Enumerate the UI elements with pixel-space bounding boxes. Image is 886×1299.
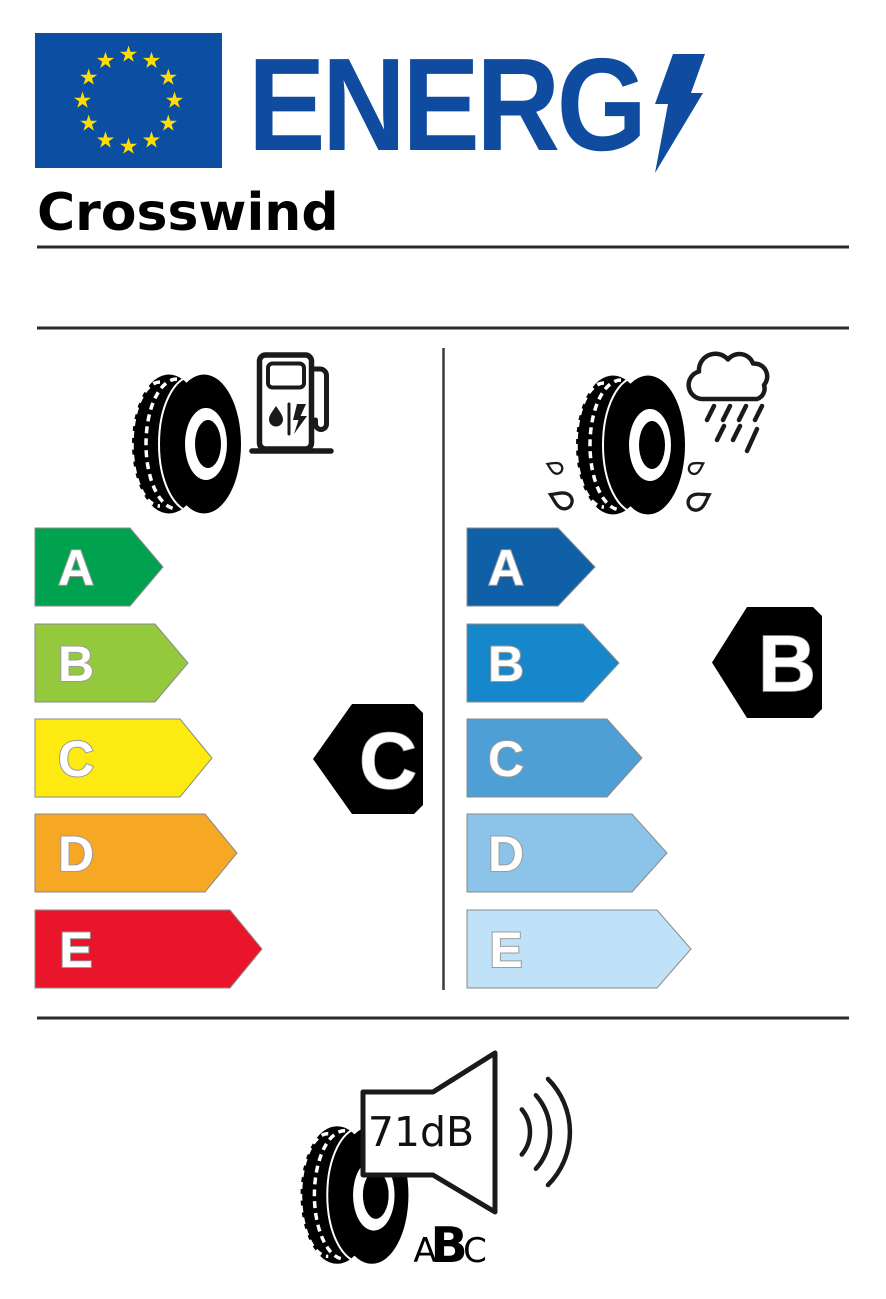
wet-grip-rating-letter: B: [758, 619, 816, 708]
fuel-rating-scale: [35, 528, 262, 988]
wet-grip-scale-letter-b: B: [487, 636, 525, 692]
brand-name: Crosswind: [37, 183, 339, 243]
wet-grip-scale-letter-c: C: [487, 731, 525, 787]
fuel-scale-arrow-a: [35, 528, 163, 606]
noise-class-c: C: [463, 1231, 487, 1271]
rain-cloud-icon: [689, 354, 768, 451]
fuel-scale-letter-e: E: [59, 922, 93, 978]
wet-grip-scale-letter-d: D: [487, 826, 525, 882]
energ-logo: [248, 31, 705, 179]
fuel-rating-indicator: [313, 704, 423, 814]
fuel-scale-letter-c: C: [57, 731, 95, 787]
sound-waves-icon: [522, 1079, 570, 1185]
noise-class-b: B: [430, 1217, 468, 1274]
wet-grip-section: [467, 354, 822, 988]
eu-flag: [35, 33, 222, 168]
fuel-scale-letter-b: B: [57, 636, 95, 692]
separator-line-bottom: [37, 1017, 849, 1020]
energ-logo-text: ENERG: [248, 31, 644, 179]
wet-grip-rating-indicator: [712, 607, 822, 718]
wet-grip-rating-scale: [467, 528, 691, 988]
wet-grip-scale-arrow-a: [467, 528, 595, 606]
lightning-bolt-icon: [655, 54, 705, 173]
wet-grip-scale-letter-e: E: [489, 922, 523, 978]
noise-level-text: 71dB: [367, 1108, 475, 1156]
noise-section: [301, 1053, 570, 1274]
fuel-scale-letter-d: D: [57, 826, 95, 882]
noise-class-a: A: [413, 1231, 437, 1271]
wet-grip-scale-letter-a: A: [487, 540, 525, 596]
fuel-pump-icon: [252, 355, 331, 451]
fuel-scale-letter-a: A: [57, 540, 95, 596]
tire-icon: [132, 375, 241, 514]
separator-line-top: [37, 246, 849, 249]
fuel-efficiency-section: [35, 355, 423, 988]
separator-line-middle: [37, 327, 849, 330]
fuel-rating-letter: C: [359, 716, 417, 805]
tire-icon: [576, 376, 685, 515]
